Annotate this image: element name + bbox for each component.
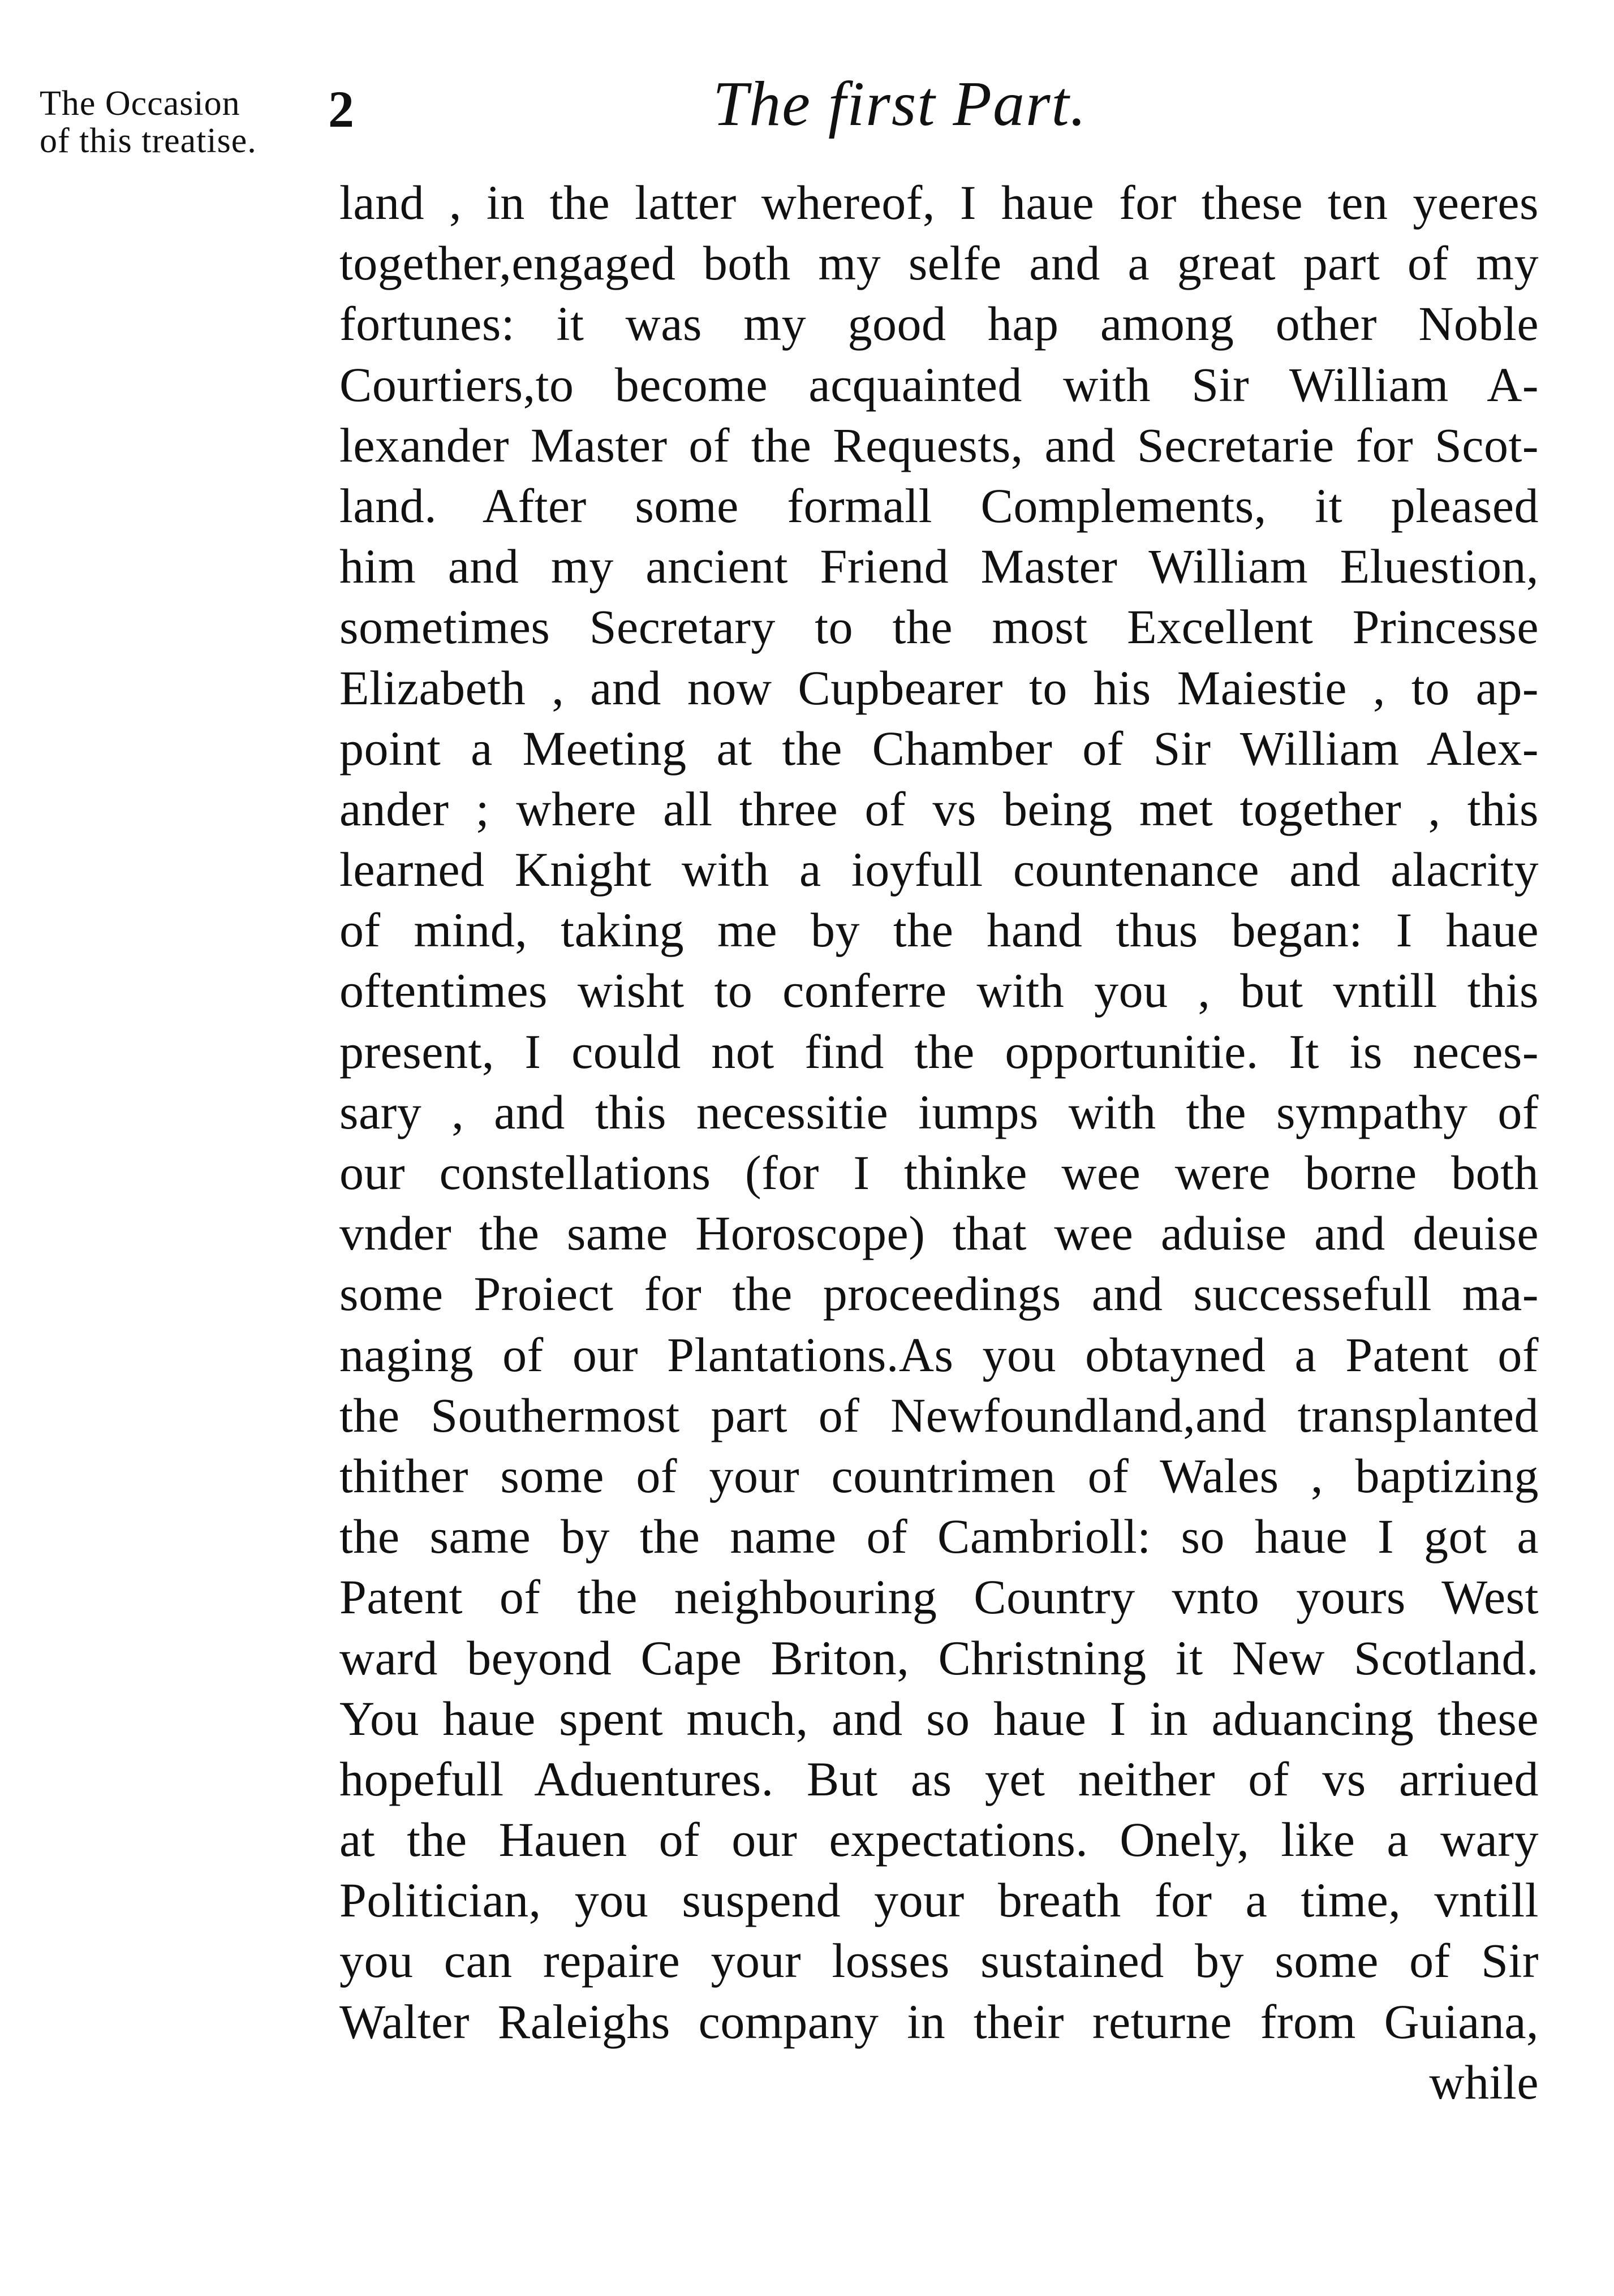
running-head: The first Part. [713,69,1087,139]
text-line: fortunes: it was my good hap among other Noble [339,296,1539,351]
text-line: Patent of the neighbouring Country vnto yours West [339,1570,1539,1625]
text-line: point a Meeting at the Chamber of Sir William Alex- [339,721,1539,776]
text-line: thither some of your countrimen of Wales , baptizing [339,1448,1539,1503]
page-number: 2 [328,80,354,138]
text-line: hopefull Aduentures. But as yet neither of vs arriued [339,1751,1539,1806]
text-line: learned Knight with a ioyfull countenance and alacrity [339,842,1539,897]
text-line: him and my ancient Friend Master William Eluestion, [339,539,1539,594]
catchword: while [1429,2054,1539,2109]
text-line: land. After some formall Complements, it pleased [339,478,1539,533]
text-line: You haue spent much, and so haue I in aduancing these [339,1691,1539,1746]
text-line: Walter Raleighs company in their returne from Guiana, [339,1994,1539,2049]
margin-note-line: of this treatise. [40,122,257,160]
text-line: some Proiect for the proceedings and successefull ma- [339,1267,1539,1321]
text-line: our constellations (for I thinke wee were borne both [339,1145,1539,1200]
text-line: sary , and this necessitie iumps with the sympathy of [339,1084,1539,1139]
text-line: lexander Master of the Requests, and Secretarie for Scot- [339,417,1539,472]
text-line: ander ; where all three of vs being met together , this [339,781,1539,836]
body-text [339,173,1539,2113]
text-line: of mind, taking me by the hand thus began: I haue [339,903,1539,958]
margin-note [40,85,311,160]
text-line: the same by the name of Cambrioll: so haue I got a [339,1509,1539,1564]
text-line: land , in the latter whereof, I haue for these ten yeeres [339,175,1539,230]
text-line: vnder the same Horoscope) that wee aduise and deuise [339,1206,1539,1261]
text-line: ward beyond Cape Briton, Christning it New Scotland. [339,1630,1539,1685]
text-line: present, I could not find the opportunitie. It is neces- [339,1024,1539,1079]
text-line: you can repaire your losses sustained by some of Sir [339,1933,1539,1988]
text-line: oftentimes wisht to conferre with you , but vntill this [339,963,1539,1018]
text-line: Courtiers,to become acquainted with Sir William A- [339,357,1539,412]
text-line: Politician, you suspend your breath for a time, vntill [339,1873,1539,1928]
text-line: Elizabeth , and now Cupbearer to his Maiestie , to ap- [339,660,1539,715]
text-line: together,engaged both my selfe and a great part of my [339,236,1539,291]
text-line: the Southermost part of Newfoundland,and transplanted [339,1388,1539,1442]
text-line: sometimes Secretary to the most Excellent Princesse [339,600,1539,654]
text-line: at the Hauen of our expectations. Onely, like a wary [339,1812,1539,1867]
margin-note-line: The Occasion [40,84,240,123]
text-line: naging of our Plantations.As you obtayned a Patent of [339,1327,1539,1382]
